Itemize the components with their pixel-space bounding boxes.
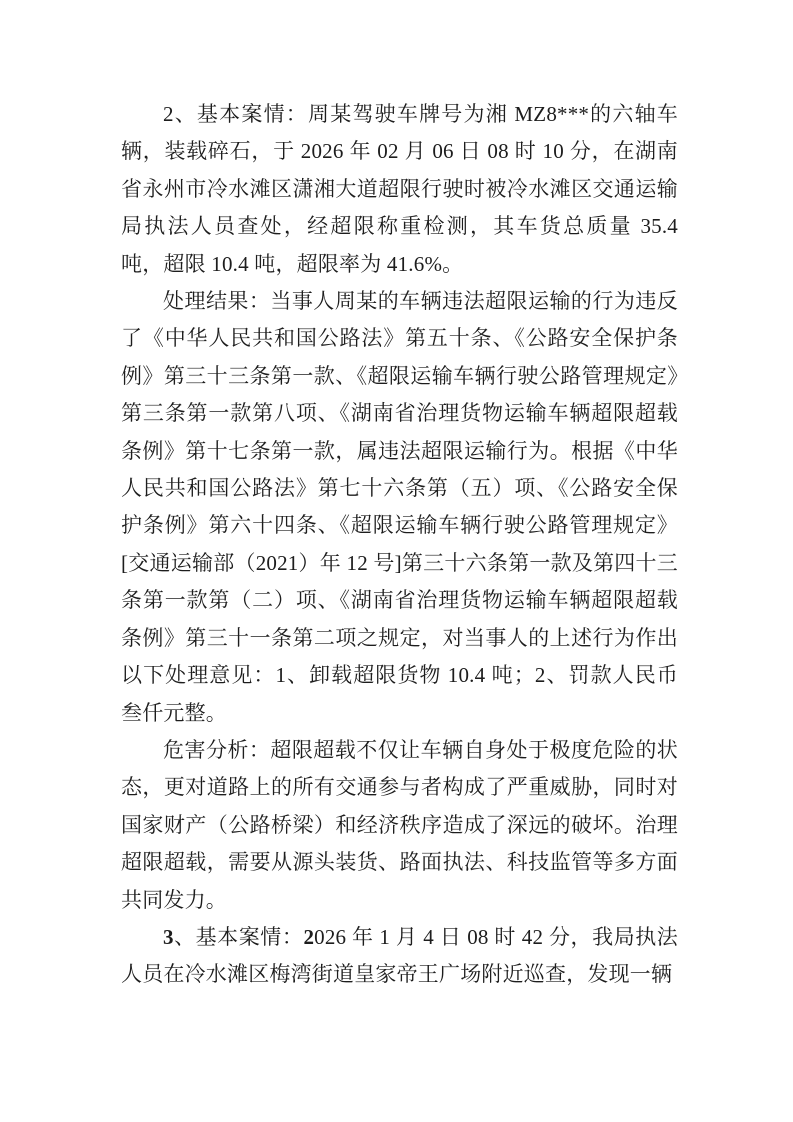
paragraph-case3-basic-facts bbox=[121, 919, 678, 994]
paragraph-case2-handling-result bbox=[121, 283, 678, 732]
paragraph-text: 2、基本案情：周某驾驶车牌号为湘 MZ8***的六轴车辆，装载碎石，于 2026 年 02 月 06 日 08 时 10 分，在湖南省永州市冷水滩区潇湘大道超限行驶时被冷水滩区交通运输局执法人员查处，经超限称重检测，其车货总质量 35.4 吨，超限 10.4 吨，超限率为 41.6%。 bbox=[121, 102, 678, 276]
paragraph-text-bold: 3 bbox=[163, 924, 174, 949]
paragraph-text: 处理结果：当事人周某的车辆违法超限运输的行为违反了《中华人民共和国公路法》第五十条、《公路安全保护条例》第三十三条第一款、《超限运输车辆行驶公路管理规定》第三条第一款第八项、《湖南省治理货物运输车辆超限超载条例》第十七条第一款，属违法超限运输行为。根据《中华人民共和国公路法》第七十六条第（五）项、《公路安全保护条例》第六十四条、《超限运输车辆行驶公路管理规定》[交通运输部（2021）年 12 号]第三十六条第一款及第四十三条第一款第（二）项、《湖南省治理货物运输车辆超限超载条例》第三十一条第二项之规定，对当事人的上述行为作出以下处理意见：1、卸载超限货物 10.4 吨；2、罚款人民币叁仟元整。 bbox=[121, 289, 678, 725]
paragraph-text: 危害分析：超限超载不仅让车辆自身处于极度危险的状态，更对道路上的所有交通参与者构成了严重威胁，同时对国家财产（公路桥梁）和经济秩序造成了深远的破坏。治理超限超载，需要从源头装货、路面执法、科技监管等多方面共同发力。 bbox=[121, 737, 678, 912]
paragraph-case2-basic-facts bbox=[121, 96, 678, 283]
document-body bbox=[121, 96, 678, 994]
paragraph-case2-harm-analysis bbox=[121, 732, 678, 919]
paragraph-text: 026 年 1 月 4 日 08 时 42 分，我局执法人员在冷水滩区梅湾街道皇家帝王广场附近巡查，发现一辆 bbox=[121, 924, 678, 987]
paragraph-text: 、基本案情： bbox=[173, 924, 304, 949]
paragraph-text-bold: 2 bbox=[303, 924, 315, 949]
